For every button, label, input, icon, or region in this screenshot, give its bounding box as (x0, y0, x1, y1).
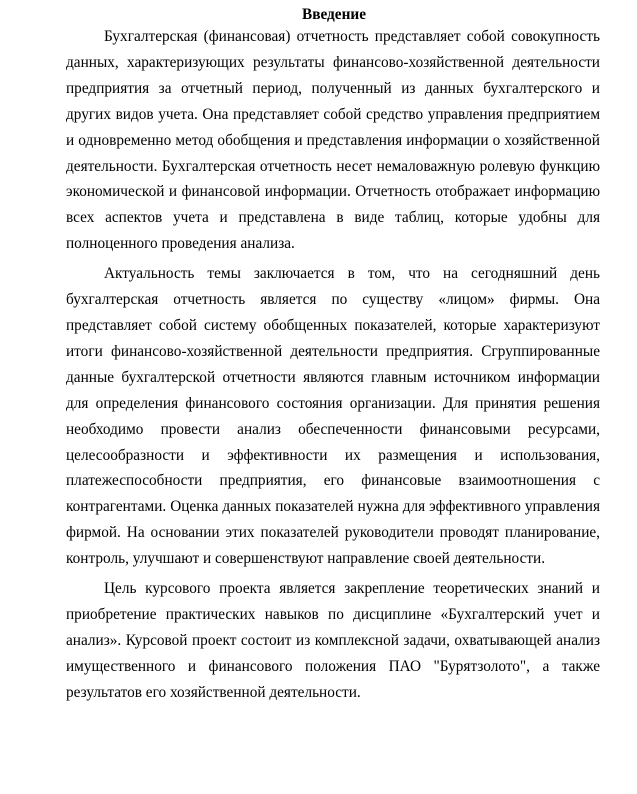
paragraph-intro: Бухгалтерская (финансовая) отчетность представляет собой совокупность данных, характеризующих результаты финансово-хозяйственной деятельности предприятия за отчетный период, полученный из данных бухгалтерского и других видов учета. Она представляет собой средство управления предприятием и одновременно метод обобщения и представления информации о хозяйственной деятельности. Бухгалтерская отчетность несет немаловажную ролевую функцию экономической и финансовой информации. Отчетность отображает информацию всех аспектов учета и представлена в виде таблиц, которые удобны для полноценного проведения анализа. (66, 28, 600, 253)
page-title: Введение (302, 6, 366, 23)
paragraph-goal: Цель курсового проекта является закрепление теоретических знаний и приобретение практических навыков по дисциплине «Бухгалтерский учет и анализ». Курсовой проект состоит из комплексной задачи, охватывающей анализ имущественного и финансового положения ПАО "Бурятзолото", а также результатов его хозяйственной деятельности. (66, 580, 600, 701)
document-page (66, 6, 600, 706)
paragraph-relevance: Актуальность темы заключается в том, что на сегодняшний день бухгалтерская отчетность является по существу «лицом» фирмы. Она представляет собой систему обобщенных показателей, которые характеризуют итоги финансово-хозяйственной деятельности предприятия. Сгруппированные данные бухгалтерской отчетности являются главным источником информации для определения финансового состояния организации. Для принятия решения необходимо провести анализ обеспеченности финансовыми ресурсами, целесообразности и эффективности их размещения и использования, платежеспособности предприятия, его финансовые взаимоотношения с контрагентами. Оценка данных показателей нужна для эффективного управления фирмой. На основании этих показателей руководители проводят планирование, контроль, улучшают и совершенствуют направление своей деятельности. (66, 265, 600, 568)
